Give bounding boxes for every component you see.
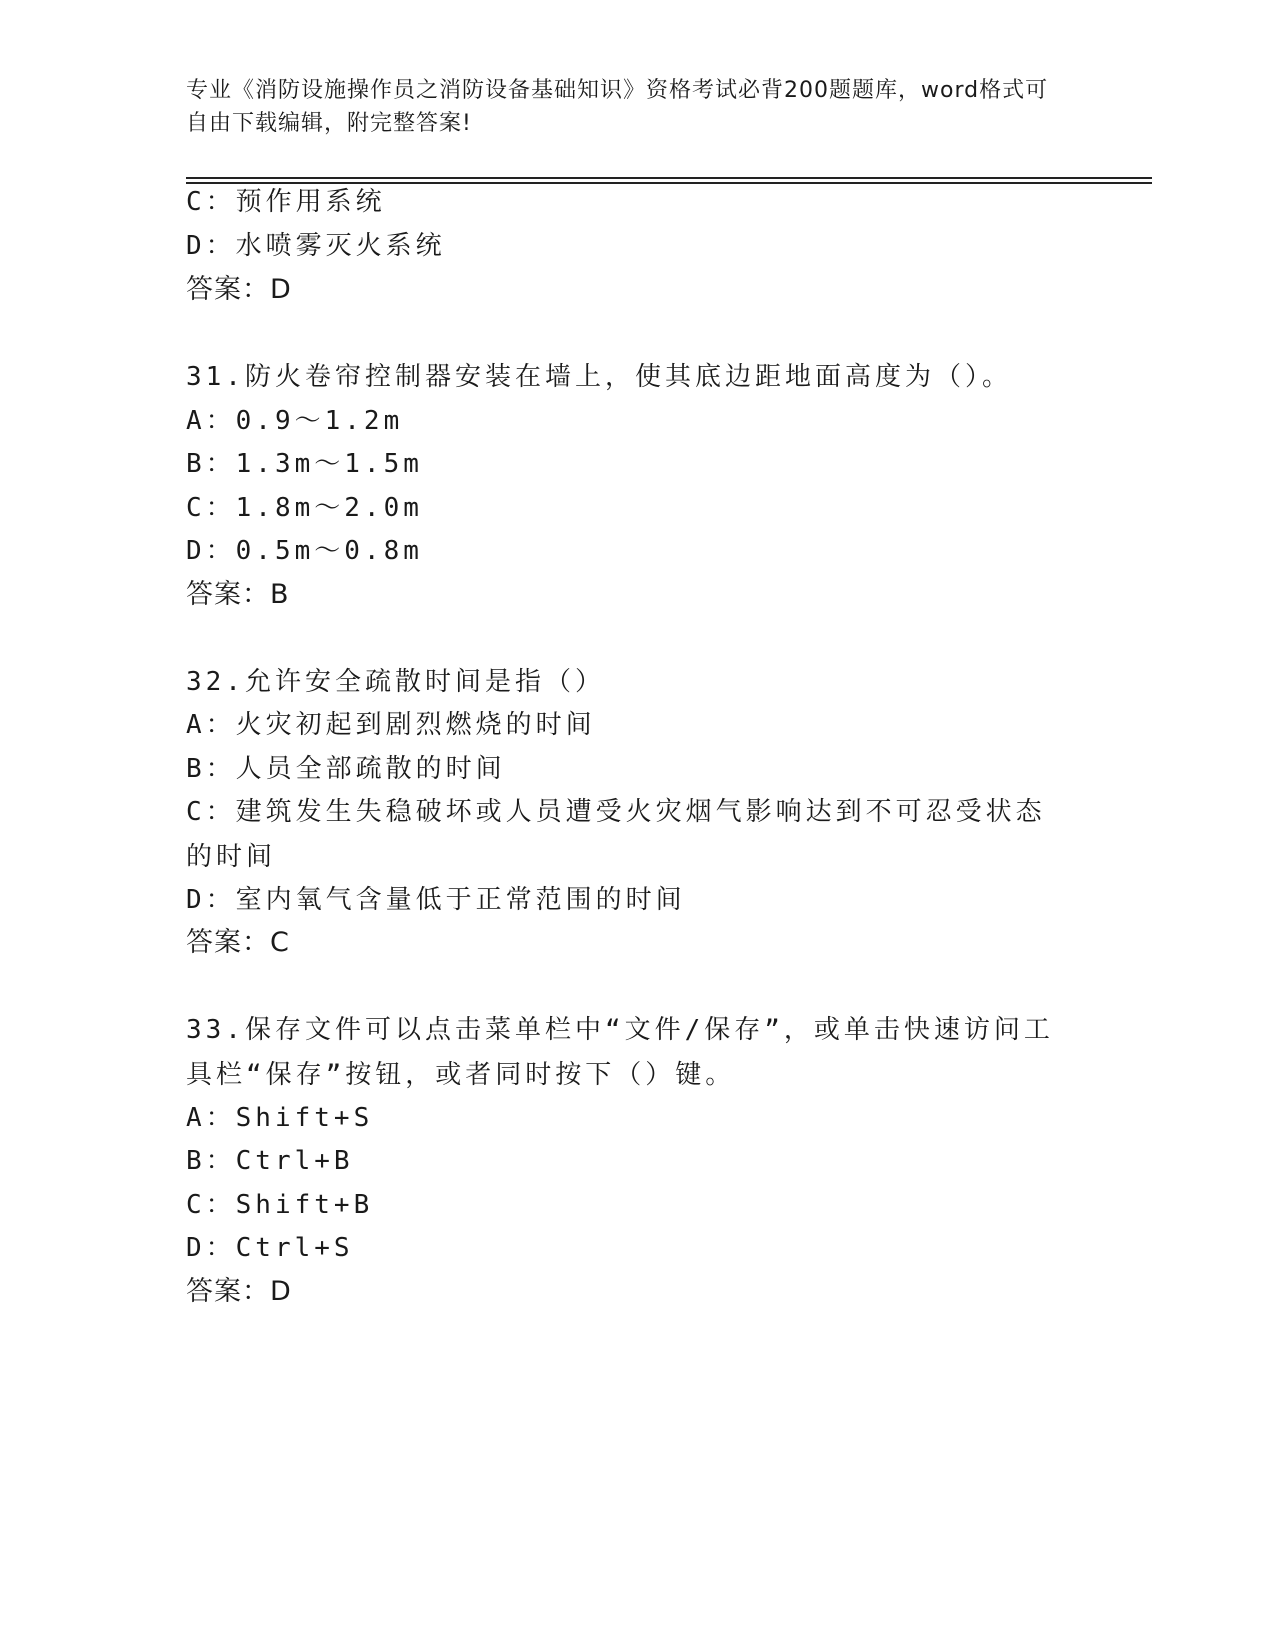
- q33-answer: 答案：D: [186, 1276, 292, 1307]
- q33-option-d: D：Ctrl+S: [186, 1233, 354, 1263]
- q31-option-b: B：1.3m～1.5m: [186, 449, 423, 479]
- q32-option-a: A：火灾初起到剧烈燃烧的时间: [186, 710, 596, 740]
- q32-option-d: D：室内氧气含量低于正常范围的时间: [186, 885, 686, 915]
- q31-option-c: C：1.8m～2.0m: [186, 493, 423, 523]
- q31-answer: 答案：B: [186, 579, 290, 610]
- q33-option-b: B：Ctrl+B: [186, 1146, 354, 1176]
- q31-stem: 31.防火卷帘控制器安装在墙上，使其底边距地面高度为（）。: [186, 362, 1012, 392]
- header-rule-bottom: [186, 182, 1152, 184]
- q32-stem: 32.允许安全疏散时间是指（）: [186, 667, 605, 697]
- header-rule-top: [186, 177, 1152, 179]
- q30-option-d: D：水喷雾灭火系统: [186, 231, 446, 261]
- q31-option-d: D：0.5m～0.8m: [186, 536, 423, 566]
- q32-answer: 答案：C: [186, 927, 290, 958]
- q30-option-c: C：预作用系统: [186, 187, 386, 217]
- q32-option-c: C：建筑发生失稳破坏或人员遭受火灾烟气影响达到不可忍受状态的时间: [186, 797, 1046, 872]
- q33-option-c: C：Shift+B: [186, 1190, 374, 1220]
- q33-stem: 33.保存文件可以点击菜单栏中“文件/保存”，或单击快速访问工具栏“保存”按钮，或者同时按下（）键。: [186, 1015, 1054, 1090]
- page-header: 专业《消防设施操作员之消防设备基础知识》资格考试必背200题题库，word格式可自由下载编辑，附完整答案!: [186, 78, 1049, 136]
- q30-answer: 答案：D: [186, 274, 292, 305]
- q31-option-a: A：0.9～1.2m: [186, 406, 404, 436]
- q32-option-b: B：人员全部疏散的时间: [186, 754, 506, 784]
- q33-option-a: A：Shift+S: [186, 1103, 374, 1133]
